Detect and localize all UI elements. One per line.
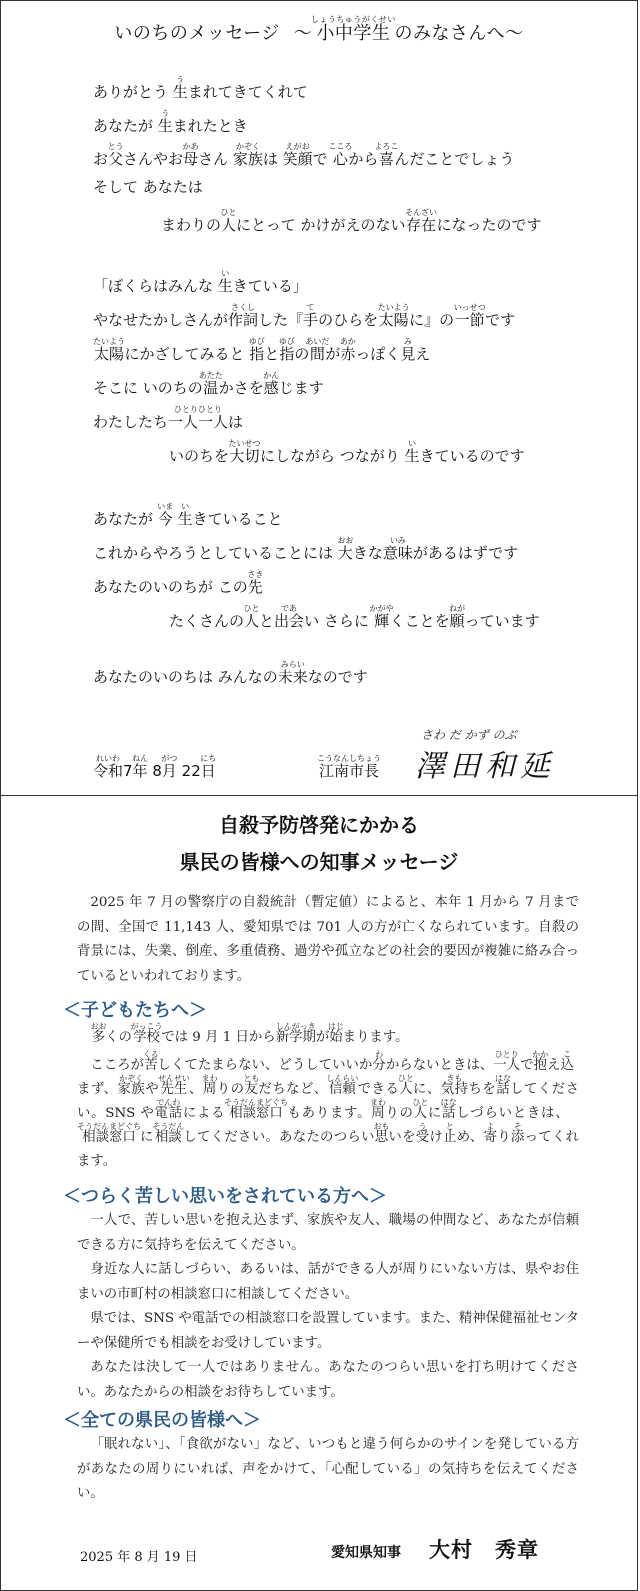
children-paragraphs <box>77 1022 579 1174</box>
furigana-word: 人ひと <box>397 1074 414 1097</box>
governor-title-line1: 自殺予防啓発にかかる <box>219 813 419 837</box>
furigana-word: 今いま <box>157 502 174 528</box>
governor-name: 大村 秀章 <box>429 1537 539 1562</box>
furigana-word: 意味いみ <box>382 536 413 562</box>
children-para: 多おおくの学校がっこうでは 9 月 1 日から新学期しんがっきが始はじまります。 <box>90 1022 409 1045</box>
poem-line: あなたのいのちは みんなの未来みらいなのです <box>93 660 368 686</box>
furigana-word: 月がつ <box>161 754 178 780</box>
poem-line: そこに いのちの温あたたかさを感かんじます <box>93 371 324 397</box>
poem-line: これからやろうとしていることには 大おおきな意味いみがあるはずです <box>93 536 519 562</box>
furigana-word: 相談そうだん <box>152 1122 185 1145</box>
governor-message-panel <box>0 795 638 1591</box>
furigana-word: 一節いっせつ <box>453 303 486 329</box>
furigana-word: 年ねん <box>132 754 149 780</box>
furigana-word: 指ゆび <box>248 337 265 363</box>
governor-title-line2: 県民の皆様への知事メッセージ <box>179 850 459 874</box>
furigana-word: 令和れいわ <box>93 754 124 780</box>
furigana-word: 間あいだ <box>305 337 330 363</box>
furigana-word: 感かん <box>263 371 280 397</box>
furigana-word: 周まわ <box>201 1074 218 1097</box>
furigana-word: 一人一人ひとりひとり <box>168 405 229 431</box>
furigana-word: 止と <box>443 1122 457 1145</box>
suffering-paragraphs <box>77 1209 579 1405</box>
suffering-para: あなたは決して一人ではありません。あなたのつらい思いを打ち明けてください。あなたからの相談をお待ちしています。 <box>77 1360 579 1400</box>
furigana-word: 見み <box>400 337 416 363</box>
furigana-word: 存在そんざい <box>405 208 438 234</box>
message-for-children-panel <box>0 0 638 796</box>
heading-suffering: ＜つらく苦しい思いをされている方へ＞ <box>63 1186 387 1207</box>
furigana-word: 思おも <box>373 1122 390 1145</box>
furigana-word: 生う <box>172 75 188 101</box>
furigana-word: 手て <box>303 303 319 329</box>
furigana-word: 生い <box>217 269 233 295</box>
furigana-word: 電話でんわ <box>154 1098 183 1121</box>
poem-line: 「ぼくらはみんな 生いきている」 <box>93 269 308 295</box>
furigana-word: 父とう <box>107 142 124 168</box>
furigana-word: 学校がっこう <box>130 1022 163 1045</box>
furigana-word: 温あたた <box>198 371 223 397</box>
poem-line: あなたのいのちが この先さき <box>93 570 264 596</box>
children-para: こころが苦くるしくてたまらない、どうしていいか分わからないときは、一人ひとりで抱かかえ込こまず、家族かぞくや先生せんせい、周まわりの友ともだちなど、信頼しんらいできる人ひとに、気持きもちを話はなしてください。SNS や電話でんわによる相談窓口そうだんまどぐちもあります。周まわりの人ひとに話はなしづらいときは、相談窓口そうだんまどぐちに相談そうだんしてください。あなたのつらい思おもいを受うけ止とめ、寄より添そってくれます。 <box>77 1050 579 1169</box>
furigana-word: 生う <box>157 109 173 135</box>
furigana-word: 先生せんせい <box>157 1074 190 1097</box>
poem-line: わたしたち一人一人ひとりひとりは <box>93 405 244 431</box>
furigana-word: 指ゆび <box>278 337 295 363</box>
furigana-word: 未来みらい <box>277 660 308 686</box>
furigana-word: 多おお <box>90 1022 107 1045</box>
furigana-word: 笑顔えがお <box>282 142 313 168</box>
furigana-word: 人ひと <box>243 604 260 630</box>
svg-text:澤田和延: 澤田和延 <box>415 749 555 784</box>
furigana-word: 赤あか <box>339 337 356 363</box>
furigana-word: 大おお <box>337 536 354 562</box>
svg-text:さわ だ かず のぶ: さわ だ かず のぶ <box>421 728 517 742</box>
furigana-word: 大切たいせつ <box>228 439 261 465</box>
furigana-word: 友とも <box>243 1074 260 1097</box>
intro-paragraph: 2025 年 7 月の警察庁の自殺統計（暫定値）によると、本年 1 月から 7 月までの間、全国で 11,143 人、愛知県では 701 人の方が亡くなられています。自殺の背景には、失業、倒産、多重債務、過労や孤立などの社会的要因が複雑に絡み合っているといわれております。 <box>77 895 579 984</box>
furigana-word: 家族かぞく <box>117 1074 146 1097</box>
furigana-word: 苦くる <box>142 1050 159 1073</box>
furigana-word: 分わ <box>372 1050 386 1073</box>
mayor-title <box>317 754 381 781</box>
furigana-word: 母かあ <box>182 142 199 168</box>
governor-title: 愛知県知事 <box>331 1545 401 1561</box>
poem-line: 太陽たいようにかざしてみると 指ゆびと指ゆびの間あいだが赤あかっぽく見みえ <box>93 337 431 363</box>
furigana-word: 作詞さくし <box>228 303 259 329</box>
poem-title <box>1 15 637 45</box>
poem-line: たくさんの人ひとと出会であい さらに 輝かがやくことを願ねがっています <box>169 604 540 630</box>
furigana-word: 心こころ <box>328 142 353 168</box>
furigana-word: 添そ <box>510 1122 525 1145</box>
poem-subtitle: 〜小中学生しょうちゅうがくせいのみなさんへ〜 <box>293 15 524 44</box>
poem-title-main: いのちのメッセージ <box>114 23 280 44</box>
furigana-word: 周まわ <box>369 1098 386 1121</box>
furigana-word: 気持きも <box>440 1074 469 1097</box>
furigana-word: 出会であ <box>274 604 305 630</box>
furigana-word: 信頼しんらい <box>326 1074 359 1097</box>
furigana-word: 一人ひとり <box>493 1050 521 1073</box>
furigana-word: 太陽たいよう <box>377 303 410 329</box>
furigana-word: 抱かか <box>532 1050 549 1073</box>
furigana-word: 始はじ <box>327 1022 344 1045</box>
furigana-word: 太陽たいよう <box>93 337 125 363</box>
heading-children: ＜子どもたちへ＞ <box>63 1000 207 1021</box>
furigana-word: 寄よ <box>483 1122 498 1145</box>
furigana-word: 先さき <box>247 570 264 596</box>
date-reiwa: 令和れいわ7年ねん 8月がつ 22日にち <box>93 754 217 780</box>
furigana-word: 生い <box>404 439 420 465</box>
furigana-word: 願ねが <box>449 604 466 630</box>
furigana-word: 日にち <box>200 754 217 780</box>
furigana-word: 相談窓口そうだんまどぐち <box>223 1098 288 1121</box>
furigana-word: 喜よろこ <box>374 142 399 168</box>
poem-line: まわりの人ひとにとって かけがえのない存在そんざいになったのです <box>161 208 542 234</box>
furigana-word: 人ひと <box>220 208 237 234</box>
furigana-word: 輝かがや <box>369 604 394 630</box>
suffering-para: 身近な人に話しづらい、あるいは、話ができる人が周りにいない方は、県やお住まいの市町村の相談窓口に相談してください。 <box>77 1262 579 1302</box>
poem-line: いのちを大切たいせつにしながら つながり 生いきているのです <box>169 439 525 465</box>
poem-line: あなたが 今いま 生いきていること <box>93 502 283 528</box>
suffering-para: 一人で、苦しい思いを抱え込まず、家族や友人、職場の仲間など、あなたが信頼できる方に気持ちを伝えてください。 <box>77 1213 579 1253</box>
poem-line: お父とうさんやお母かあさん 家族かぞくは 笑顔えがおで 心こころから喜よろこんだことでしょう <box>93 142 515 168</box>
all-citizens-paragraph: 「眠れない」、「食欲がない」など、いつもと違う何らかのサインを発している方があなたの周りにいれば、声をかけて、「心配している」の気持ちを伝えてください。 <box>77 1437 579 1501</box>
governor-date: 2025 年 8 月 19 日 <box>80 1550 198 1565</box>
furigana-word: 家族かぞく <box>232 142 263 168</box>
mayor-signature <box>413 727 583 785</box>
poem-line: ありがとう 生うまれてきてくれて <box>93 75 308 101</box>
poem-line: あなたが 生うまれたとき <box>93 109 248 135</box>
furigana-word: 受う <box>415 1122 430 1145</box>
poem-line: やなせたかしさんが作詞さくしした『手てのひらを太陽たいように』の一節いっせつです <box>93 303 516 329</box>
heading-all-citizens: ＜全ての県民の皆様へ＞ <box>63 1410 261 1431</box>
furigana-word: 江南市長こうなんしちょう <box>317 754 381 780</box>
suffering-para: 県では、SNS や電話での相談窓口を設置しています。また、精神保健福祉センターや保健所でも相談をお受けしています。 <box>77 1311 579 1351</box>
furigana-word: 相談窓口そうだんまどぐち <box>77 1122 141 1145</box>
poem-line: そして あなたは <box>93 178 203 196</box>
furigana-word: 込こ <box>560 1050 574 1073</box>
furigana-word: 生い <box>177 502 193 528</box>
furigana-word: 新学期しんがっき <box>275 1022 316 1045</box>
furigana-word: 話はな <box>494 1074 511 1097</box>
furigana-word: 話はな <box>440 1098 457 1121</box>
furigana-word: 人ひと <box>412 1098 429 1121</box>
